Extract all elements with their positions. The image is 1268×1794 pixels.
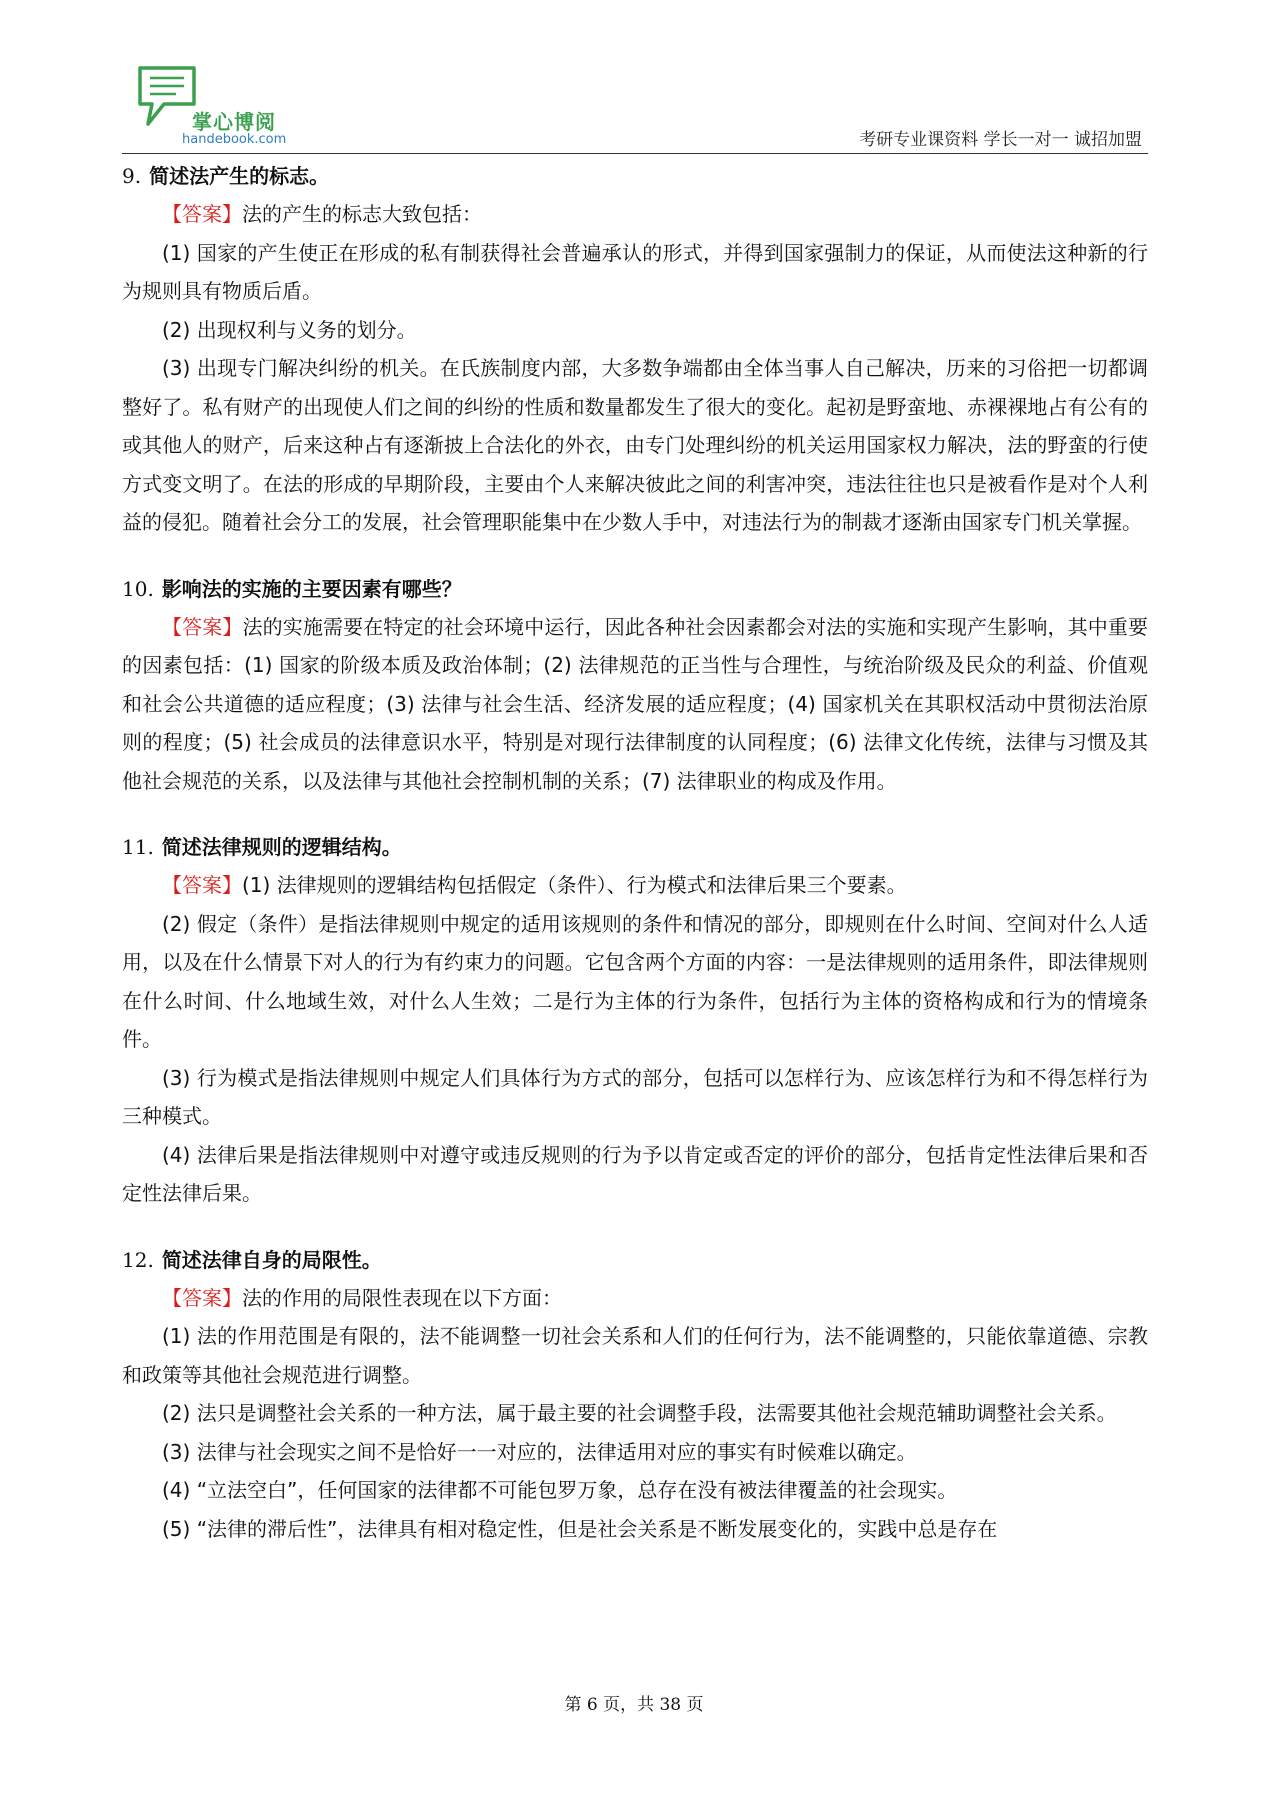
question-title	[122, 1241, 1148, 1279]
answer-point: (1) 法的作用范围是有限的，法不能调整一切社会关系和人们的任何行为，法不能调整的，只能依靠道德、宗教和政策等其他社会规范进行调整。	[122, 1324, 1148, 1387]
question-section	[122, 1241, 1148, 1549]
answer-paragraph	[122, 866, 1148, 905]
question-number: 9.	[122, 164, 142, 188]
answer-point: (4) 法律后果是指法律规则中对遵守或违反规则的行为予以肯定或否定的评价的部分，包括肯定性法律后果和否定性法律后果。	[122, 1142, 1148, 1205]
answer-point: (3) 法律与社会现实之间不是恰好一一对应的，法律适用对应的事实有时候难以确定。	[162, 1439, 917, 1464]
answer-point: (2) 出现权利与义务的划分。	[162, 317, 417, 342]
question-section	[122, 570, 1148, 801]
answer-paragraph	[122, 1279, 1148, 1318]
answer-text: 法的产生的标志大致包括：	[242, 202, 482, 226]
answer-text: 法的作用的局限性表现在以下方面：	[242, 1285, 562, 1310]
page-header	[122, 55, 1148, 155]
question-title-text: 简述法律自身的局限性。	[161, 1247, 382, 1272]
answer-label: 【答案】	[162, 873, 242, 897]
header-slogan: 考研专业课资料 学长一对一 诚招加盟	[859, 130, 1142, 150]
logo-brand: 掌心博阅	[192, 110, 276, 134]
answer-point: (2) 法只是调整社会关系的一种方法，属于最主要的社会调整手段，法需要其他社会规范辅助调整社会关系。	[162, 1401, 1117, 1425]
question-title-text: 影响法的实施的主要因素有哪些？	[161, 576, 462, 601]
answer-text: (1) 法律规则的逻辑结构包括假定（条件）、行为模式和法律后果三个要素。	[242, 873, 907, 897]
header-divider	[122, 153, 1148, 154]
answer-point: (4) “立法空白”，任何国家的法律都不可能包罗万象，总存在没有被法律覆盖的社会现实。	[162, 1478, 958, 1502]
question-number: 10.	[122, 576, 154, 601]
answer-point: (3) 行为模式是指法律规则中规定人们具体行为方式的部分，包括可以怎样行为、应该怎样行为和不得怎样行为三种模式。	[122, 1065, 1148, 1128]
question-title-text: 简述法产生的标志。	[149, 164, 330, 188]
question-number: 12.	[122, 1247, 154, 1272]
logo-site: handebook.com	[182, 132, 287, 147]
answer-label: 【答案】	[162, 202, 242, 226]
answer-point: (3) 出现专门解决纠纷的机关。在氏族制度内部，大多数争端都由全体当事人自己解决，历来的习俗把一切都调整好了。私有财产的出现使人们之间的纠纷的性质和数量都发生了很大的变化。起初是野蛮地、赤裸裸地占有公有的或其他人的财产，后来这种占有逐渐披上合法化的外衣，由专门处理纠纷的机关运用国家权力解决，法的野蛮的行使方式变文明了。在法的形成的早期阶段，主要由个人来解决彼此之间的利害冲突，违法往往也只是被看作是对个人利益的侵犯。随着社会分工的发展，社会管理职能集中在少数人手中，对违法行为的制裁才逐渐由国家专门机关掌握。	[122, 356, 1148, 534]
logo	[134, 62, 304, 147]
answer-point: (1) 国家的产生使正在形成的私有制获得社会普遍承认的形式，并得到国家强制力的保证，从而使法这种新的行为规则具有物质后盾。	[122, 240, 1148, 303]
answer-label: 【答案】	[162, 1285, 242, 1310]
answer-point: (5) “法律的滞后性”，法律具有相对稳定性，但是社会关系是不断发展变化的，实践中总是存在	[162, 1516, 998, 1541]
page-footer: 第 6 页，共 38 页	[564, 1695, 704, 1715]
question-title-text: 简述法律规则的逻辑结构。	[161, 835, 402, 859]
answer-point: (2) 假定（条件）是指法律规则中规定的适用该规则的条件和情况的部分，即规则在什么时间、空间对什么人适用，以及在什么情景下对人的行为有约束力的问题。它包含两个方面的内容：一是法律规则的适用条件，即法律规则在什么时间、什么地域生效，对什么人生效；二是行为主体的行为条件，包括行为主体的资格构成和行为的情境条件。	[122, 911, 1148, 1051]
question-title	[122, 570, 1148, 608]
page-content	[122, 157, 1148, 1548]
question-section	[122, 828, 1148, 1213]
answer-text: 法的实施需要在特定的社会环境中运行，因此各种社会因素都会对法的实施和实现产生影响，其中重要的因素包括：(1) 国家的阶级本质及政治体制；(2) 法律规范的正当性与合理性，与统治阶级及民众的利益、价值观和社会公共道德的适应程度；(3) 法律与社会生活、经济发展的适应程度；(4) 国家机关在其职权活动中贯彻法治原则的程度；(5) 社会成员的法律意识水平，特别是对现行法律制度的认同程度；(6) 法律文化传统，法律与习惯及其他社会规范的关系，以及法律与其他社会控制机制的关系；(7) 法律职业的构成及作用。	[122, 614, 1148, 793]
answer-paragraph	[122, 195, 1148, 234]
answer-paragraph	[122, 608, 1148, 801]
question-title	[122, 157, 1148, 195]
question-title	[122, 828, 1148, 866]
question-section	[122, 157, 1148, 542]
question-number: 11.	[122, 835, 154, 859]
answer-label: 【答案】	[162, 614, 243, 639]
